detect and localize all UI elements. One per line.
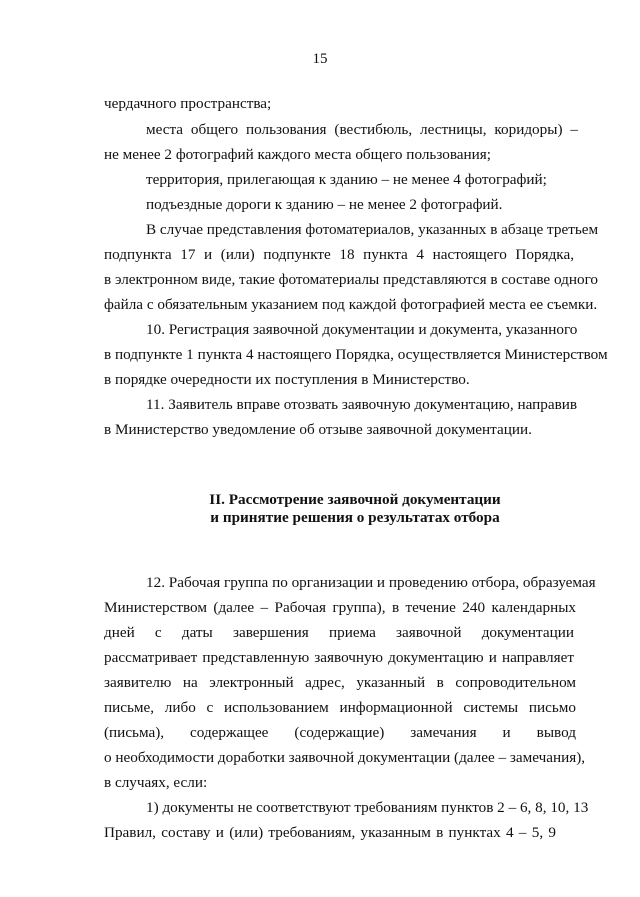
text-line: места общего пользования (вестибюль, лестницы, коридоры) – bbox=[146, 121, 578, 138]
text-line: 1) документы не соответствуют требованиям пунктов 2 – 6, 8, 10, 13 bbox=[146, 799, 589, 816]
text-line: 12. Рабочая группа по организации и проведению отбора, образуемая bbox=[146, 574, 596, 591]
page-number: 15 bbox=[312, 51, 328, 67]
text-line: дней с даты завершения приема заявочной документации bbox=[104, 624, 574, 641]
text-line: в случаях, если: bbox=[104, 774, 208, 791]
section-heading-line-1: II. Рассмотрение заявочной документации bbox=[209, 491, 501, 508]
text-line: 11. Заявитель вправе отозвать заявочную документацию, направив bbox=[146, 396, 578, 413]
text-line: подпункта 17 и (или) подпункте 18 пункта 4 настоящего Порядка, bbox=[104, 246, 574, 263]
text-line: не менее 2 фотографий каждого места общего пользования; bbox=[104, 146, 492, 163]
text-line: рассматривает представленную заявочную документацию и направляет bbox=[104, 649, 574, 666]
section-heading-line-2: и принятие решения о результатах отбора bbox=[210, 509, 500, 526]
text-line: о необходимости доработки заявочной документации (далее – замечания), bbox=[104, 749, 586, 766]
text-line: письме, либо с использованием информационной системы письмо bbox=[104, 699, 576, 716]
text-line: файла с обязательным указанием под каждой фотографией места ее съемки. bbox=[104, 296, 598, 313]
text-line: в электронном виде, такие фотоматериалы представляются в составе одного bbox=[104, 271, 599, 288]
text-line: в порядке очередности их поступления в Министерство. bbox=[104, 371, 470, 388]
text-line: чердачного пространства; bbox=[104, 95, 272, 112]
text-line: заявителю на электронный адрес, указанный в сопроводительном bbox=[104, 674, 576, 691]
text-line: 10. Регистрация заявочной документации и документа, указанного bbox=[146, 321, 578, 338]
text-line: Министерством (далее – Рабочая группа), в течение 240 календарных bbox=[104, 599, 576, 616]
text-line: (письма), содержащее (содержащие) замечания и вывод bbox=[104, 724, 576, 741]
text-line: Правил, составу и (или) требованиям, указанным в пунктах 4 – 5, 9 bbox=[104, 824, 556, 841]
text-line: в Министерство уведомление об отзыве заявочной документации. bbox=[104, 421, 532, 438]
text-line: В случае представления фотоматериалов, указанных в абзаце третьем bbox=[146, 221, 599, 238]
text-line: подъездные дороги к зданию – не менее 2 фотографий. bbox=[146, 196, 503, 213]
text-line: территория, прилегающая к зданию – не менее 4 фотографий; bbox=[146, 171, 547, 188]
text-line: в подпункте 1 пункта 4 настоящего Порядка, осуществляется Министерством bbox=[104, 346, 608, 363]
